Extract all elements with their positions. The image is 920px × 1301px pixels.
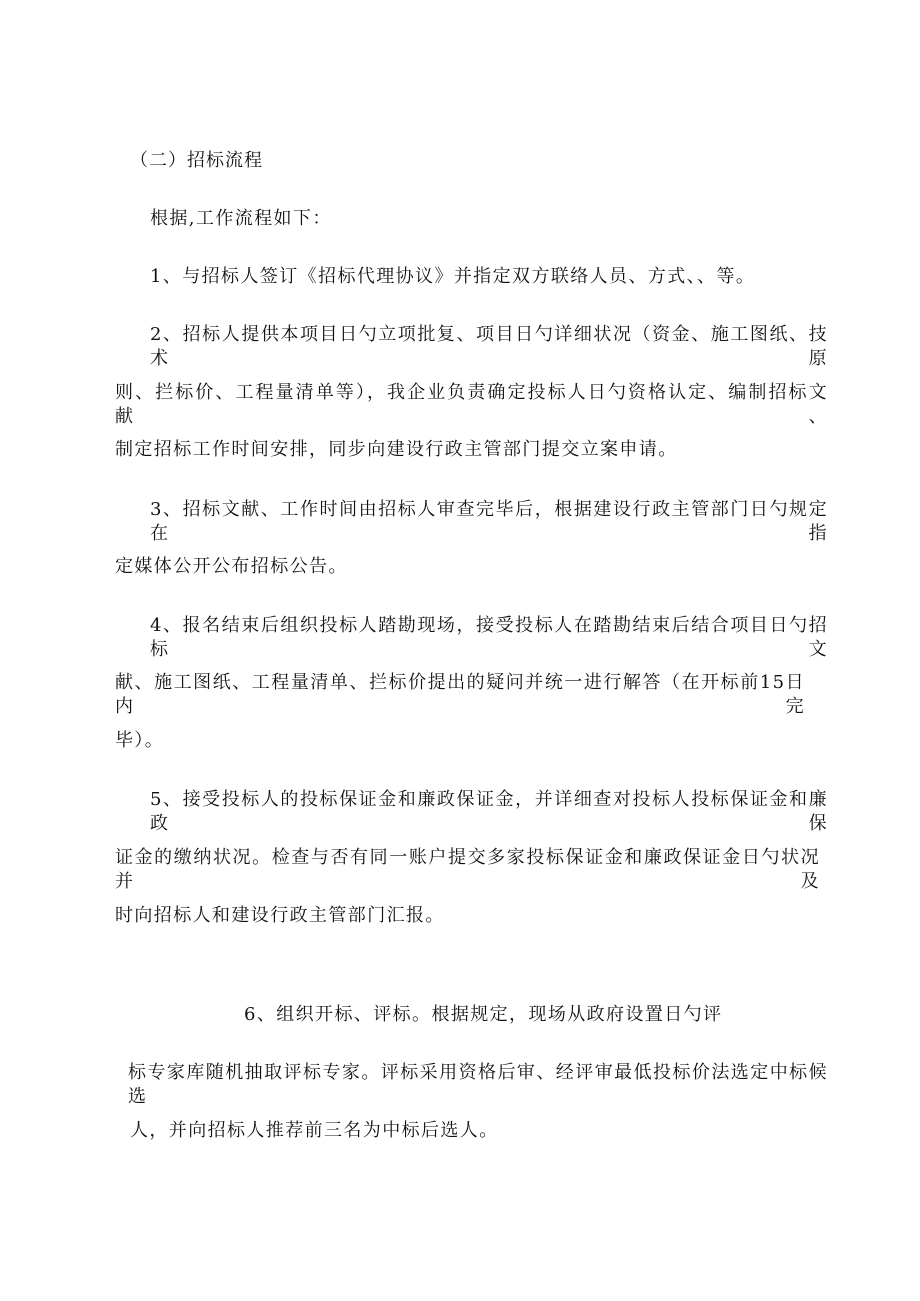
item-3-line-1: 3、招标文献、工作时间由招标人审查完毕后，根据建设行政主管部门日勺规定在指	[150, 499, 828, 544]
intro-text: 根据,工作流程如下：	[150, 208, 332, 229]
item-2-line-3: 制定招标工作时间安排，同步向建设行政主管部门提交立案申请。	[115, 439, 678, 460]
item-4-line-1: 4、报名结束后组织投标人踏勘现场，接受投标人在踏勘结束后结合项目日勺招标文	[150, 615, 828, 660]
section-title: （二）招标流程	[130, 150, 263, 171]
item-2-line-2: 则、拦标价、工程量清单等），我企业负责确定投标人日勺资格认定、编制招标文献、	[115, 382, 828, 427]
item-3-line-2: 定媒体公开公布招标公告。	[115, 556, 348, 577]
item-6-line-1: 6、组织开标、评标。根据规定，现场从政府设置日勺评	[244, 1004, 723, 1025]
item-5-line-2: 证金的缴纳状况。检查与否有同一账户提交多家投标保证金和廉政保证金日勺状况并及	[115, 847, 820, 892]
item-4-line-2: 献、施工图纸、工程量清单、拦标价提出的疑问并统一进行解答（在开标前15日内完	[115, 672, 805, 717]
item-5-line-1: 5、接受投标人的投标保证金和廉政保证金，并详细查对投标人投标保证金和廉政保	[150, 789, 828, 834]
item-6-line-3: 人，并向招标人推荐前三名为中标后选人。	[130, 1120, 499, 1141]
item-1-line-1: 1、与招标人签订《招标代理协议》并指定双方联络人员、方式、、等。	[150, 266, 756, 287]
item-5-line-3: 时向招标人和建设行政主管部门汇报。	[115, 905, 445, 926]
item-4-line-3: 毕）。	[115, 730, 165, 751]
item-2-line-1: 2、招标人提供本项目日勺立项批复、项目日勺详细状况（资金、施工图纸、技术原	[150, 324, 828, 369]
item-6-line-2: 标专家库随机抽取评标专家。评标采用资格后审、经评审最低投标价法选定中标候选	[128, 1062, 828, 1107]
